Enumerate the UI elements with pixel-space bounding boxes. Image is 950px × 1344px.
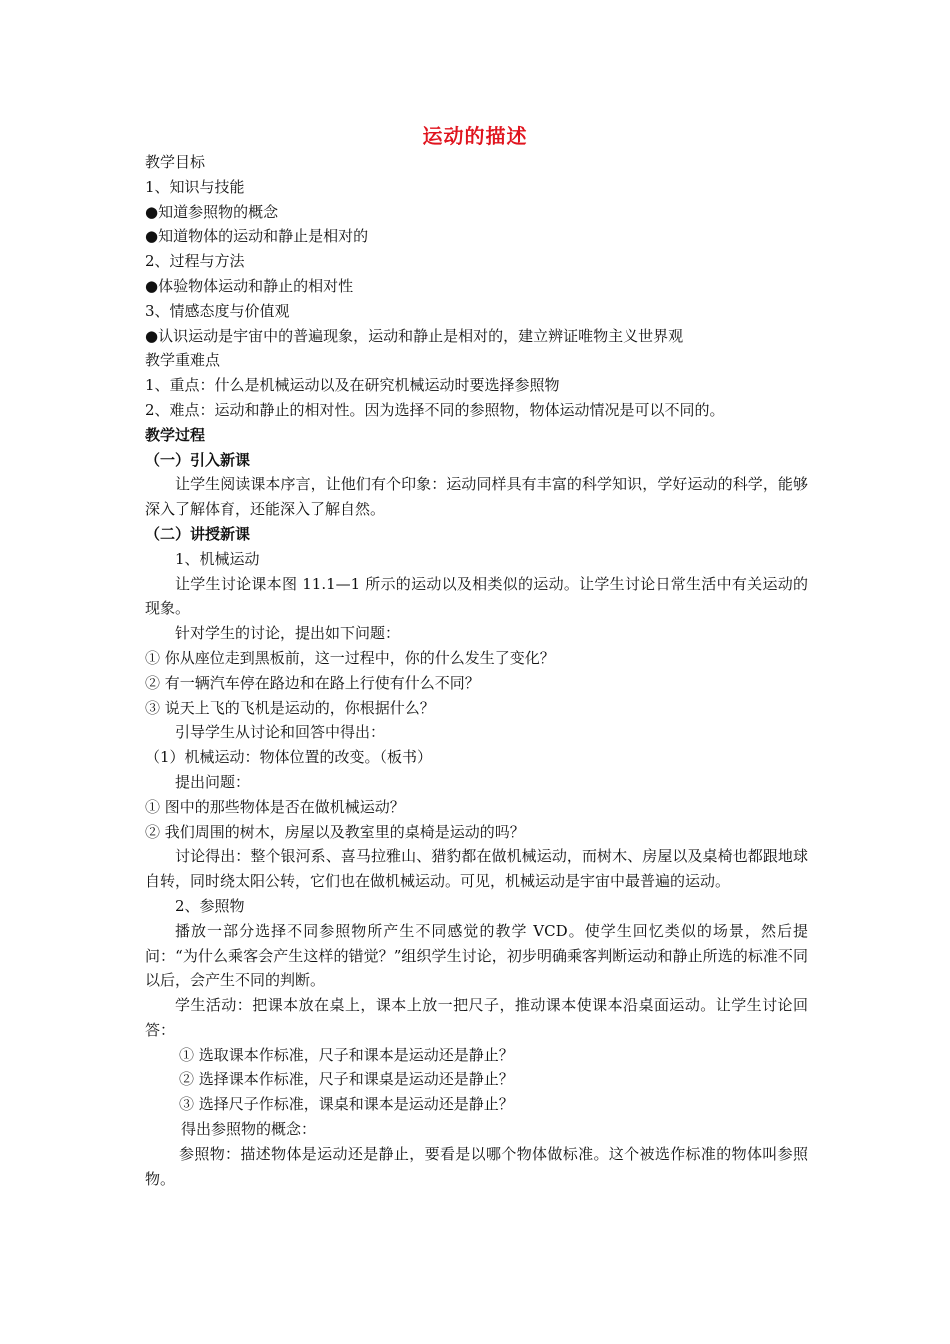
goal-item: ●知道物体的运动和静止是相对的 (145, 227, 369, 246)
paragraph: 讨论得出：整个银河系、喜马拉雅山、猎豹都在做机械运动，而树木、房屋以及桌椅也都跟地球自转，同时绕太阳公转，它们也在做机械运动。可见，机械运动是宇宙中最普遍的运动。 (145, 847, 808, 891)
definition-reference-object: 参照物：描述物体是运动还是静止，要看是以哪个物体做标准。这个被选作标准的物体叫参照物。 (145, 1144, 808, 1188)
difficult-point: 2、难点：运动和静止的相对性。因为选择不同的参照物，物体运动情况是可以不同的。 (145, 400, 725, 419)
question-item: ① 你从座位走到黑板前，这一过程中，你的什么发生了变化？ (145, 648, 555, 667)
definition-mechanical-motion: （1）机械运动：物体位置的改变。（板书） (145, 748, 433, 767)
question-item: ① 选取课本作标准，尺子和课本是运动还是静止？ (179, 1045, 514, 1064)
heading-teaching-goals: 教学目标 (145, 153, 206, 171)
goal-item: ●认识运动是宇宙中的普遍现象，运动和静止是相对的，建立辨证唯物主义世界观 (145, 326, 684, 345)
heading-key-difficult-points: 教学重难点 (145, 351, 221, 370)
page-title: 运动的描述 (422, 124, 528, 148)
paragraph: 提出问题： (175, 772, 251, 791)
subsection-mechanical-motion: 1、机械运动 (175, 549, 260, 568)
goal-item: ●知道参照物的概念 (145, 202, 279, 221)
goal-process-methods: 2、过程与方法 (145, 252, 245, 271)
question-item: ③ 说天上飞的飞机是运动的，你根据什么？ (145, 698, 435, 717)
goal-knowledge-skills: 1、知识与技能 (145, 177, 245, 196)
paragraph: 引导学生从讨论和回答中得出： (175, 723, 386, 742)
paragraph: 播放一部分选择不同参照物所产生不同感觉的教学 VCD。使学生回忆类似的场景，然后提问：“为什么乘客会产生这样的错觉？”组织学生讨论，初步明确乘客判断运动和静止所选的标准不同以后，会产生不同的判断。 (145, 921, 808, 990)
subsection-reference-object: 2、参照物 (175, 896, 245, 915)
paragraph: 让学生阅读课本序言，让他们有个印象：运动同样具有丰富的科学知识，学好运动的科学，能够深入了解体育，还能深入了解自然。 (145, 475, 808, 519)
heading-teaching-process: 教学过程 (145, 425, 206, 444)
goal-attitude-values: 3、情感态度与价值观 (145, 301, 290, 320)
paragraph: 得出参照物的概念： (181, 1120, 317, 1139)
question-item: ① 图中的那些物体是否在做机械运动？ (145, 797, 405, 816)
section-intro-new-lesson: （一）引入新课 (145, 450, 251, 469)
question-item: ② 有一辆汽车停在路边和在路上行使有什么不同？ (145, 673, 480, 692)
goal-item: ●体验物体运动和静止的相对性 (145, 276, 354, 295)
paragraph: 让学生讨论课本图 11.1—1 所示的运动以及相类似的运动。让学生讨论日常生活中有关运动的现象。 (145, 574, 808, 618)
document-body (145, 150, 808, 1191)
paragraph: 学生活动：把课本放在桌上，课本上放一把尺子，推动课本使课本沿桌面运动。让学生讨论回答： (145, 996, 808, 1039)
paragraph: 针对学生的讨论，提出如下问题： (175, 624, 401, 643)
key-point: 1、重点：什么是机械运动以及在研究机械运动时要选择参照物 (145, 376, 560, 395)
question-item: ② 我们周围的树木，房屋以及教室里的桌椅是运动的吗？ (145, 822, 525, 841)
question-item: ② 选择课本作标准，尺子和课桌是运动还是静止？ (179, 1070, 514, 1089)
section-teach-new-lesson: （二）讲授新课 (145, 524, 251, 543)
question-item: ③ 选择尺子作标准，课桌和课本是运动还是静止？ (179, 1095, 514, 1114)
